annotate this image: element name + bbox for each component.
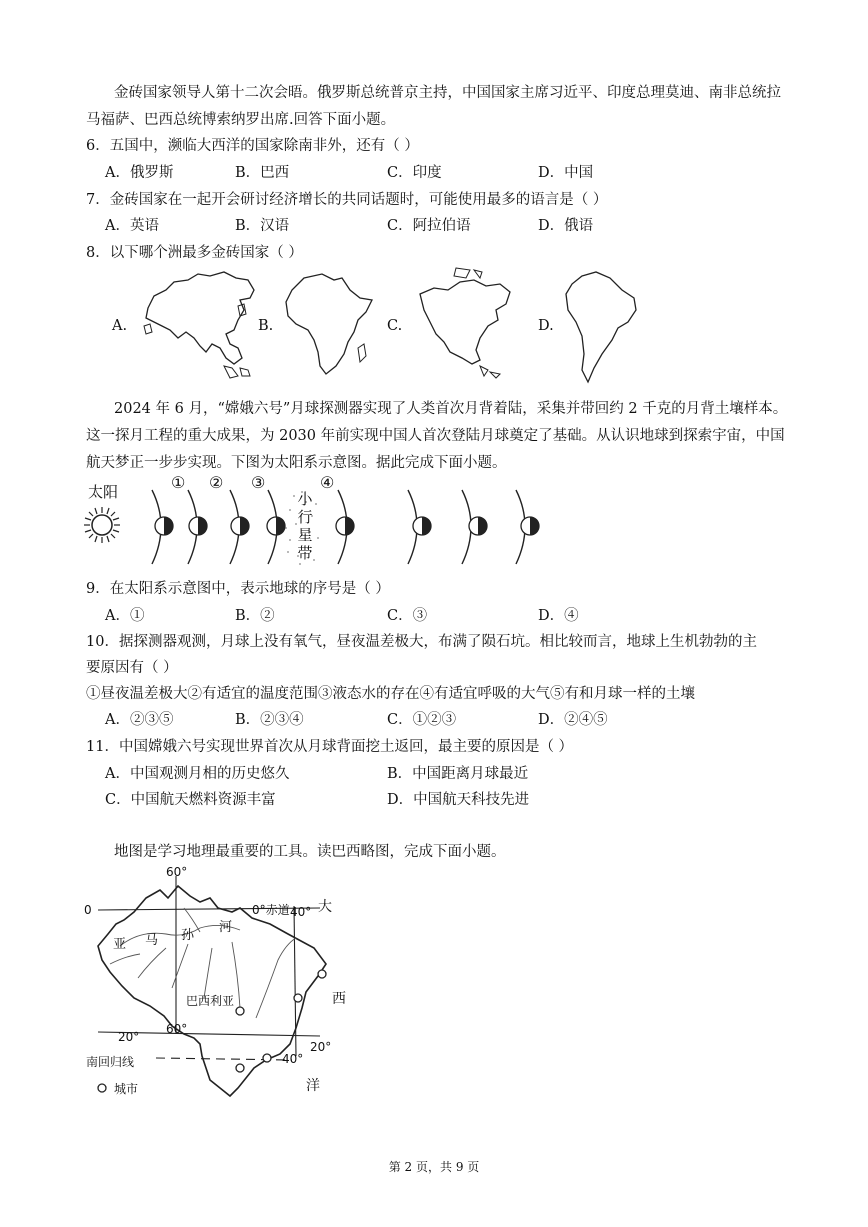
map-label-river-1: 亚: [113, 937, 127, 952]
question-6-option-a[interactable]: A．俄罗斯: [105, 165, 174, 181]
question-11-option-b[interactable]: B．中国距离月球最近: [387, 766, 529, 782]
planet-marker-1: ①: [171, 473, 186, 492]
question-9-option-b[interactable]: B．②: [235, 608, 275, 624]
intro-paragraph-brics: 金砖国家领导人第十二次会晤。俄罗斯总统普京主持，中国国家主席习近平、印度总理莫迪、南非总统拉马福萨、巴西总统博索纳罗出席.回答下面小题。: [86, 85, 781, 128]
question-9-option-d[interactable]: D．④: [538, 608, 579, 624]
question-10-stem-line2: 要原因有（ ）: [86, 660, 178, 676]
question-8-option-c[interactable]: C.: [387, 318, 403, 334]
question-8-stem: 8．以下哪个洲最多金砖国家（ ）: [86, 245, 303, 261]
question-8-option-a[interactable]: A.: [112, 318, 128, 334]
question-6-option-c[interactable]: C．印度: [387, 165, 442, 181]
map-label-lon40-bottom: 40°: [282, 1052, 304, 1066]
north-america-map-image[interactable]: [410, 268, 520, 383]
asteroid-belt-char-2: 行: [297, 508, 313, 526]
question-9-option-a[interactable]: A．①: [105, 608, 145, 624]
question-10-option-d[interactable]: D．②④⑤: [538, 712, 608, 728]
map-label-lon60-top: 60°: [166, 865, 188, 879]
question-7-option-c[interactable]: C．阿拉伯语: [387, 218, 471, 234]
question-7-option-a[interactable]: A．英语: [105, 218, 159, 234]
map-label-capital: 巴西利亚: [186, 994, 235, 1008]
asteroid-belt-label: [295, 490, 315, 562]
asteroid-belt-char-4: 带: [297, 544, 313, 562]
question-11-stem: 11．中国嫦娥六号实现世界首次从月球背面挖土返回，最主要的原因是（ ）: [86, 739, 574, 755]
question-9-option-c[interactable]: C．③: [387, 608, 428, 624]
page-footer: 第 2 页，共 9 页: [388, 1160, 480, 1174]
question-10-option-a[interactable]: A．②③⑤: [105, 712, 174, 728]
africa-map-image[interactable]: [282, 270, 382, 380]
question-7-option-b[interactable]: B．汉语: [235, 218, 290, 234]
planet-marker-4: ④: [320, 473, 335, 492]
intro-paragraph-change6: 2024 年 6 月，“嫦娥六号”月球探测器实现了人类首次月背着陆，采集并带回约 2 千克的月背土壤样本。这一探月工程的重大成果，为 2030 年前实现中国人首次登陆月球奠定了基础。从认识地球到探索宇宙，中国航天梦正一步步实现。下图为太阳系示意图。据此完成下面小题。: [86, 401, 788, 471]
map-label-river-3: 孙: [181, 928, 195, 943]
map-label-river-4: 河: [219, 920, 233, 935]
question-11-option-d[interactable]: D．中国航天科技先进: [387, 792, 530, 808]
map-label-ocean-2: 西: [332, 991, 346, 1007]
question-7-stem: 7．金砖国家在一起开会研讨经济增长的共同话题时，可能使用最多的语言是（ ）: [86, 192, 608, 208]
map-label-lat0: 0: [84, 903, 92, 917]
sun-icon: [82, 505, 122, 545]
map-label-river-2: 马: [145, 933, 159, 948]
question-9-stem: 9．在太阳系示意图中，表示地球的序号是（ ）: [86, 581, 390, 597]
sun-label: 太阳: [88, 483, 119, 501]
question-8-option-b[interactable]: B.: [258, 318, 274, 334]
question-10-option-c[interactable]: C．①②③: [387, 712, 457, 728]
city-legend-icon: [96, 1082, 108, 1094]
map-legend-city: 城市: [114, 1082, 139, 1096]
question-11-option-a[interactable]: A．中国观测月相的历史悠久: [105, 766, 290, 782]
question-10-items: ①昼夜温差极大②有适宜的温度范围③液态水的存在④有适宜呼吸的大气⑤有和月球一样的土壤: [86, 686, 695, 702]
map-label-equator: 0°赤道: [252, 903, 290, 917]
map-label-lat20-left: 20°: [118, 1030, 140, 1044]
map-label-lat20-right: 20°: [310, 1040, 332, 1054]
south-america-map-image[interactable]: [562, 270, 642, 385]
city-brasilia-icon: [236, 1007, 244, 1015]
map-label-lon60-bottom: 60°: [166, 1022, 188, 1036]
question-6-stem: 6．五国中，濒临大西洋的国家除南非外，还有（ ）: [86, 138, 419, 154]
planet-marker-3: ③: [251, 473, 266, 492]
map-label-ocean-1: 大: [318, 899, 332, 915]
asteroid-belt-char-3: 星: [297, 526, 313, 544]
map-label-ocean-3: 洋: [306, 1078, 320, 1094]
intro-paragraph-brazil: 地图是学习地理最重要的工具。读巴西略图，完成下面小题。: [114, 844, 506, 860]
question-8-option-d[interactable]: D.: [538, 318, 554, 334]
map-label-lon40-top: 40°: [290, 905, 312, 919]
planet-marker-2: ②: [209, 473, 224, 492]
solar-system-diagram: [140, 488, 560, 568]
asteroid-belt-char-1: 小: [297, 490, 313, 508]
question-7-option-d[interactable]: D．俄语: [538, 218, 594, 234]
question-6-option-b[interactable]: B．巴西: [235, 165, 290, 181]
question-10-stem-line1: 10．据探测器观测，月球上没有氧气，昼夜温差极大，布满了陨石坑。相比较而言，地球上生机勃勃的主: [86, 634, 757, 650]
question-6-option-d[interactable]: D．中国: [538, 165, 594, 181]
map-label-tropic: 南回归线: [86, 1055, 135, 1069]
question-10-option-b[interactable]: B．②③④: [235, 712, 304, 728]
question-11-option-c[interactable]: C．中国航天燃料资源丰富: [105, 792, 276, 808]
eurasia-map-image[interactable]: [140, 268, 260, 380]
